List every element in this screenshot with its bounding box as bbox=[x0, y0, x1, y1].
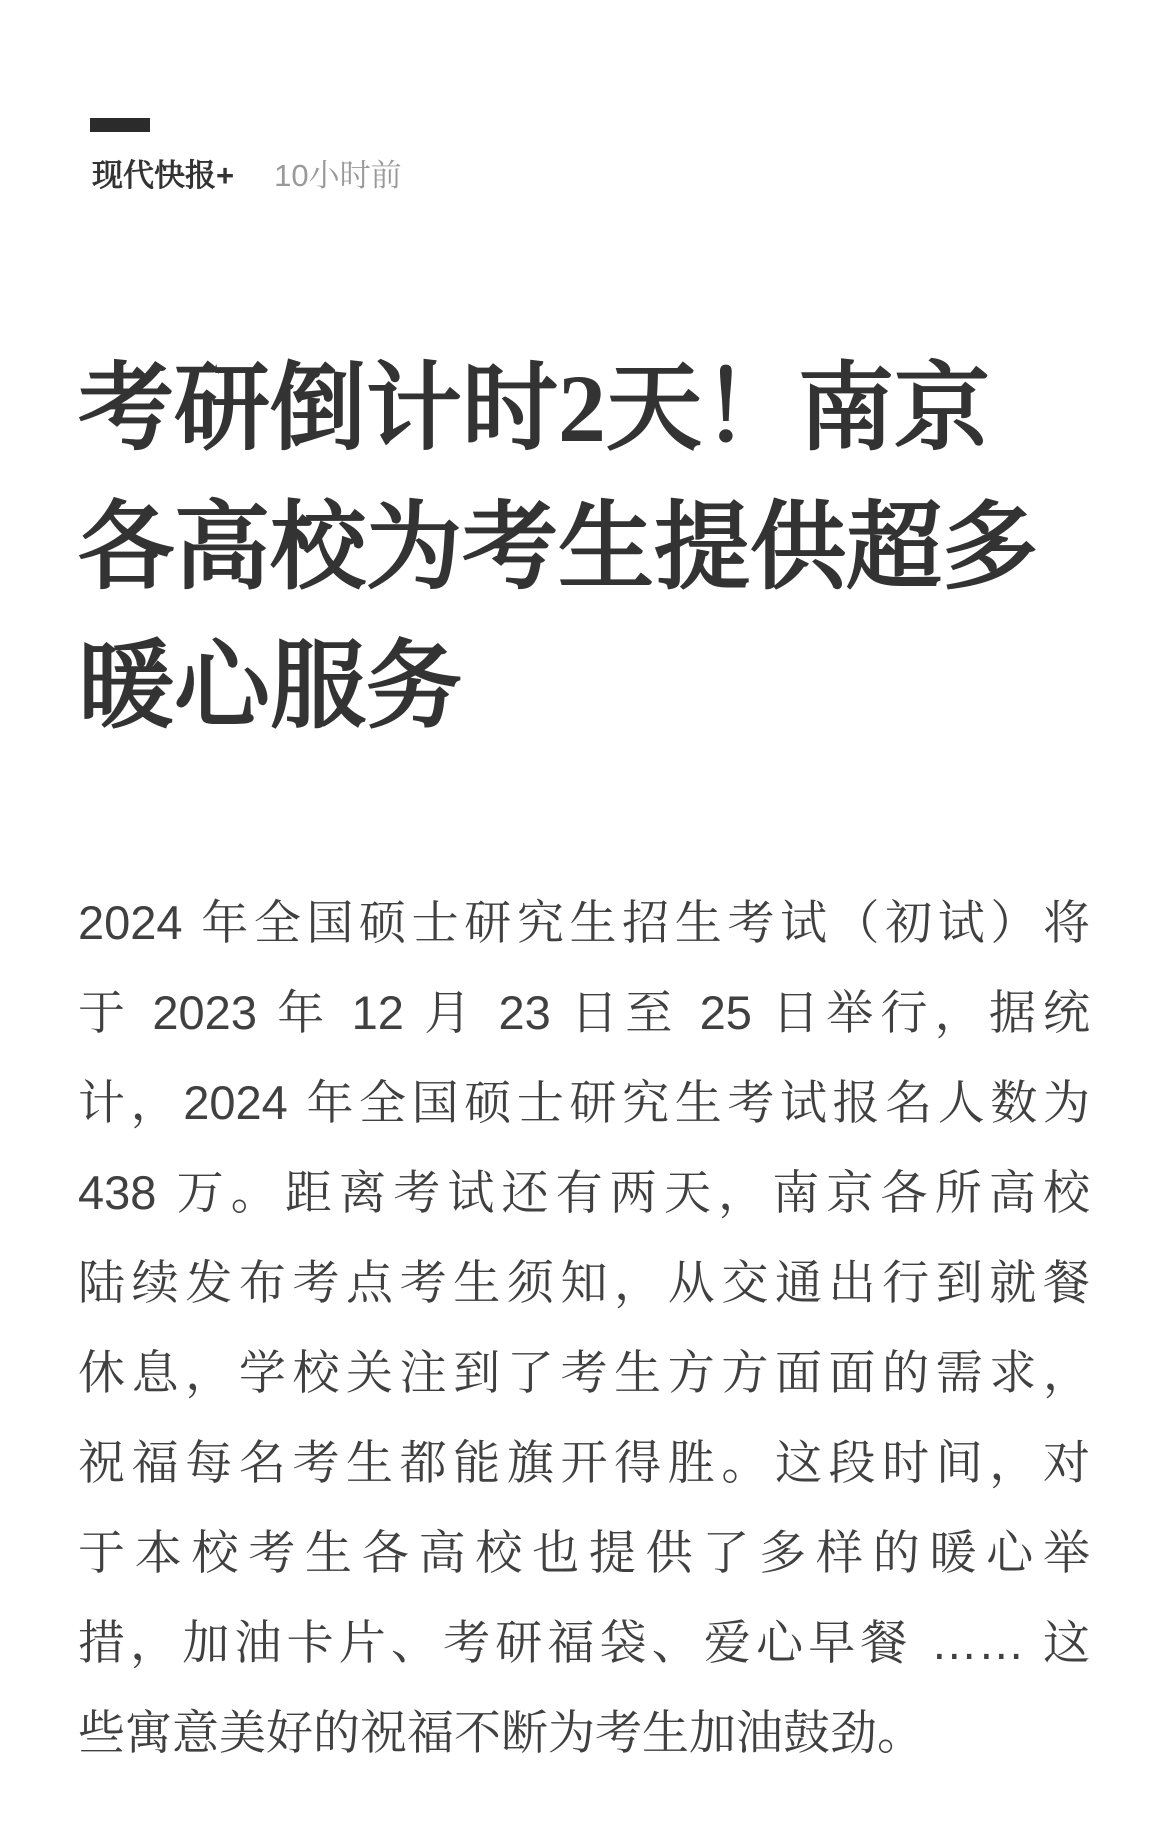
article-title bbox=[78, 339, 1090, 756]
body-line: 些寓意美好的祝福不断为考生加油鼓劲。 bbox=[78, 1706, 924, 1759]
source-row bbox=[92, 158, 1090, 194]
body-line: 措，加油卡片、考研福袋、爱心早餐 …… 这 bbox=[78, 1616, 1090, 1669]
body-line: 2024 年全国硕士研究生招生考试（初试）将 bbox=[78, 896, 1090, 949]
body-line: 陆续发布考点考生须知，从交通出行到就餐 bbox=[78, 1256, 1090, 1309]
body-line: 休息，学校关注到了考生方方面面的需求， bbox=[78, 1346, 1090, 1399]
body-line: 438 万。距离考试还有两天，南京各所高校 bbox=[78, 1166, 1090, 1219]
title-line: 各高校为考生提供超多 bbox=[78, 494, 1038, 601]
brand-bar bbox=[90, 118, 150, 132]
title-line: 考研倒计时2天！南京 bbox=[78, 355, 990, 462]
article-body bbox=[78, 878, 1090, 1778]
title-line: 暖心服务 bbox=[78, 633, 462, 740]
source-name[interactable]: 现代快报+ bbox=[92, 158, 235, 193]
body-line: 计，2024 年全国硕士研究生考试报名人数为 bbox=[78, 1076, 1090, 1129]
body-line: 祝福每名考生都能旗开得胜。这段时间，对 bbox=[78, 1436, 1090, 1489]
body-line: 于 2023 年 12 月 23 日至 25 日举行，据统 bbox=[78, 986, 1090, 1039]
body-line: 于本校考生各高校也提供了多样的暖心举 bbox=[78, 1526, 1090, 1579]
publish-time: 10小时前 bbox=[274, 158, 402, 193]
article-header bbox=[78, 118, 1090, 194]
